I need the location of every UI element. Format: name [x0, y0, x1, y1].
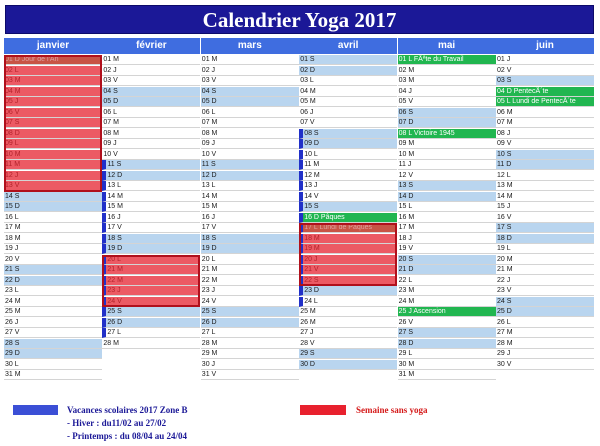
day-cell: 21 M	[102, 265, 200, 275]
day-cell: 12 M	[299, 171, 397, 181]
day-cell: 09 L	[4, 139, 102, 149]
day-cell: 28 V	[299, 339, 397, 349]
day-cell: 21 D	[398, 265, 496, 275]
day-cell: 06 M	[496, 108, 594, 118]
day-cell: 23 M	[398, 286, 496, 296]
day-cell: 12 V	[398, 171, 496, 181]
day-cell: 01 M	[102, 55, 200, 65]
day-cell: 18 M	[4, 234, 102, 244]
day-cell: 06 L	[102, 108, 200, 118]
day-cell: 10 L	[299, 150, 397, 160]
day-cell: 09 V	[496, 139, 594, 149]
day-cell: 09 M	[398, 139, 496, 149]
day-cell: 01 S	[299, 55, 397, 65]
day-cell: 06 S	[398, 108, 496, 118]
day-cell: 28 M	[102, 339, 200, 349]
day-cell: 02 V	[496, 66, 594, 76]
vacation-legend-swatch	[13, 405, 58, 415]
day-cell: 05 V	[398, 97, 496, 107]
day-cell: 23 J	[201, 286, 299, 296]
calendar-grid	[4, 38, 594, 390]
day-cell: 06 L	[201, 108, 299, 118]
day-cell: 24 L	[299, 297, 397, 307]
day-cell: 28 M	[201, 339, 299, 349]
day-cell: 02 M	[398, 66, 496, 76]
day-cell: 24 V	[201, 297, 299, 307]
day-cell: 22 J	[496, 276, 594, 286]
day-cell: 20 S	[398, 255, 496, 265]
day-cell: 11 M	[299, 160, 397, 170]
day-cell: 08 D	[4, 129, 102, 139]
day-cell: 23 D	[299, 286, 397, 296]
day-cell: 17 L Lundi de Pâques	[299, 223, 397, 233]
day-cell: 24 V	[102, 297, 200, 307]
day-cell: 08 M	[102, 129, 200, 139]
day-cell: 07 M	[496, 118, 594, 128]
day-cell: 20 V	[4, 255, 102, 265]
day-cell: 29 L	[398, 349, 496, 359]
day-cell: 16 M	[398, 213, 496, 223]
day-cell: 07 V	[299, 118, 397, 128]
day-cell: 30 V	[496, 360, 594, 370]
day-cell: 18 S	[201, 234, 299, 244]
day-cell: 04 S	[201, 87, 299, 97]
day-cell: 04 M	[4, 87, 102, 97]
day-cell: 29 M	[201, 349, 299, 359]
day-cell: 25 S	[201, 307, 299, 317]
day-cell: 27 S	[398, 328, 496, 338]
day-cell: 31 M	[398, 370, 496, 380]
day-cell: 25 M	[4, 307, 102, 317]
day-cell: 19 M	[299, 244, 397, 254]
day-cell: 19 D	[102, 244, 200, 254]
day-cell: 12 J	[4, 171, 102, 181]
day-cell: 10 V	[201, 150, 299, 160]
day-cell: 04 S	[102, 87, 200, 97]
day-cell: 04 M	[299, 87, 397, 97]
day-cell: 12 L	[496, 171, 594, 181]
day-cell: 02 D	[299, 66, 397, 76]
day-cell: 16 J	[102, 213, 200, 223]
day-cell: 14 S	[4, 192, 102, 202]
day-cell: 14 M	[201, 192, 299, 202]
day-cell: 04 J	[398, 87, 496, 97]
day-cell: 11 D	[496, 160, 594, 170]
day-cell: 26 J	[4, 318, 102, 328]
day-cell: 17 S	[496, 223, 594, 233]
day-cell: 15 S	[299, 202, 397, 212]
day-cell: 10 M	[4, 150, 102, 160]
day-cell: 01 L FÃªte du Travail	[398, 55, 496, 65]
day-cell: 03 M	[398, 76, 496, 86]
vacation-legend-title: Vacances scolaires 2017 Zone B	[67, 405, 188, 415]
day-cell: 14 M	[102, 192, 200, 202]
day-cell: 26 M	[299, 318, 397, 328]
vacation-legend-spring: - Printemps : du 08/04 au 24/04	[67, 431, 188, 441]
day-cell: 07 D	[398, 118, 496, 128]
day-cell: 23 L	[4, 286, 102, 296]
day-cell: 13 L	[102, 181, 200, 191]
no-yoga-legend-label: Semaine sans yoga	[356, 405, 428, 415]
day-cell: 27 M	[496, 328, 594, 338]
day-cell: 01 J	[496, 55, 594, 65]
day-cell: 13 S	[398, 181, 496, 191]
day-cell: 09 D	[299, 139, 397, 149]
day-cell: 16 J	[201, 213, 299, 223]
day-cell: 10 V	[102, 150, 200, 160]
day-cell: 12 D	[201, 171, 299, 181]
day-cell: 22 S	[299, 276, 397, 286]
day-cell: 29 S	[299, 349, 397, 359]
day-cell: 13 M	[496, 181, 594, 191]
month-column-juin	[496, 38, 594, 390]
day-cell: 20 J	[299, 255, 397, 265]
day-cell: 07 S	[4, 118, 102, 128]
day-cell: 24 M	[398, 297, 496, 307]
day-cell: 13 L	[201, 181, 299, 191]
day-cell: 04 D PentecÃ´te	[496, 87, 594, 97]
day-cell: 23 J	[102, 286, 200, 296]
day-cell: 05 D	[102, 97, 200, 107]
day-cell: 01 M	[201, 55, 299, 65]
day-cell: 25 J Ascension	[398, 307, 496, 317]
day-cell: 15 M	[201, 202, 299, 212]
month-column-mai	[398, 38, 496, 390]
day-cell: 15 M	[102, 202, 200, 212]
day-cell: 06 J	[299, 108, 397, 118]
no-yoga-legend-swatch	[300, 405, 346, 415]
day-cell: 26 D	[102, 318, 200, 328]
day-cell: 22 L	[398, 276, 496, 286]
month-column-janvier	[4, 38, 102, 390]
day-cell: 14 M	[496, 192, 594, 202]
month-column-avril	[299, 38, 397, 390]
day-cell: 03 V	[102, 76, 200, 86]
day-cell: 06 V	[4, 108, 102, 118]
day-cell: 31 M	[4, 370, 102, 380]
day-cell: 21 S	[4, 265, 102, 275]
month-header: février	[102, 38, 200, 54]
day-cell: 19 V	[398, 244, 496, 254]
day-cell: 13 J	[299, 181, 397, 191]
day-cell: 11 S	[102, 160, 200, 170]
day-cell: 03 S	[496, 76, 594, 86]
day-cell: 08 S	[299, 129, 397, 139]
day-cell: 18 M	[299, 234, 397, 244]
day-cell: 07 M	[102, 118, 200, 128]
day-cell: 19 L	[496, 244, 594, 254]
title-bar	[5, 5, 594, 34]
day-cell: 18 J	[398, 234, 496, 244]
day-cell: 27 J	[299, 328, 397, 338]
day-cell: 03 V	[201, 76, 299, 86]
month-header: mars	[201, 38, 299, 54]
day-cell: 05 M	[299, 97, 397, 107]
day-cell: 22 M	[201, 276, 299, 286]
day-cell: 23 V	[496, 286, 594, 296]
day-cell: 29 D	[4, 349, 102, 359]
day-cell: 31 V	[201, 370, 299, 380]
day-cell: 17 M	[4, 223, 102, 233]
day-cell: 28 S	[4, 339, 102, 349]
day-cell: 26 V	[398, 318, 496, 328]
day-cell: 22 M	[102, 276, 200, 286]
day-cell: 13 V	[4, 181, 102, 191]
day-cell: 14 V	[299, 192, 397, 202]
day-cell: 17 M	[398, 223, 496, 233]
day-cell: 29 J	[496, 349, 594, 359]
month-header: mai	[398, 38, 496, 54]
day-cell: 20 M	[496, 255, 594, 265]
day-cell: 16 L	[4, 213, 102, 223]
day-cell: 15 D	[4, 202, 102, 212]
day-cell: 28 M	[496, 339, 594, 349]
day-cell: 19 D	[201, 244, 299, 254]
day-cell: 30 M	[398, 360, 496, 370]
day-cell: 03 M	[4, 76, 102, 86]
day-cell: 27 L	[201, 328, 299, 338]
day-cell: 22 D	[4, 276, 102, 286]
day-cell: 01 D Jour de l'An	[4, 55, 102, 65]
day-cell: 27 V	[4, 328, 102, 338]
day-cell: 02 L	[4, 66, 102, 76]
day-cell: 10 S	[496, 150, 594, 160]
day-cell: 30 D	[299, 360, 397, 370]
day-cell: 02 J	[201, 66, 299, 76]
day-cell: 25 D	[496, 307, 594, 317]
day-cell: 19 J	[4, 244, 102, 254]
day-cell: 14 D	[398, 192, 496, 202]
day-cell: 05 L Lundi de PentecÃ´te	[496, 97, 594, 107]
day-cell: 09 J	[102, 139, 200, 149]
day-cell: 18 S	[102, 234, 200, 244]
day-cell: 30 L	[4, 360, 102, 370]
day-cell: 03 L	[299, 76, 397, 86]
vacation-legend-winter: - Hiver : du11/02 au 27/02	[67, 418, 167, 428]
day-cell: 08 L Victoire 1945	[398, 129, 496, 139]
month-column-février	[102, 38, 200, 390]
day-cell: 18 D	[496, 234, 594, 244]
day-cell: 07 M	[201, 118, 299, 128]
month-column-mars	[201, 38, 299, 390]
page-title: Calendrier Yoga 2017	[202, 8, 397, 32]
day-cell: 25 M	[299, 307, 397, 317]
day-cell: 25 S	[102, 307, 200, 317]
month-header: juin	[496, 38, 594, 54]
day-cell: 21 M	[201, 265, 299, 275]
day-cell: 11 S	[201, 160, 299, 170]
day-cell: 15 L	[398, 202, 496, 212]
day-cell: 10 M	[398, 150, 496, 160]
day-cell: 24 S	[496, 297, 594, 307]
day-cell: 21 V	[299, 265, 397, 275]
day-cell: 17 V	[201, 223, 299, 233]
day-cell: 09 J	[201, 139, 299, 149]
day-cell: 26 L	[496, 318, 594, 328]
day-cell: 20 L	[102, 255, 200, 265]
day-cell: 17 V	[102, 223, 200, 233]
day-cell: 11 M	[4, 160, 102, 170]
day-cell: 16 D Pâques	[299, 213, 397, 223]
day-cell: 28 D	[398, 339, 496, 349]
day-cell: 26 D	[201, 318, 299, 328]
day-cell: 27 L	[102, 328, 200, 338]
day-cell: 30 J	[201, 360, 299, 370]
day-cell: 02 J	[102, 66, 200, 76]
day-cell: 05 D	[201, 97, 299, 107]
day-cell: 21 M	[496, 265, 594, 275]
day-cell: 05 J	[4, 97, 102, 107]
day-cell: 08 J	[496, 129, 594, 139]
day-cell: 11 J	[398, 160, 496, 170]
month-header: janvier	[4, 38, 102, 54]
day-cell: 12 D	[102, 171, 200, 181]
day-cell: 24 M	[4, 297, 102, 307]
day-cell: 20 L	[201, 255, 299, 265]
day-cell: 15 J	[496, 202, 594, 212]
day-cell: 08 M	[201, 129, 299, 139]
month-header: avril	[299, 38, 397, 54]
day-cell: 16 V	[496, 213, 594, 223]
